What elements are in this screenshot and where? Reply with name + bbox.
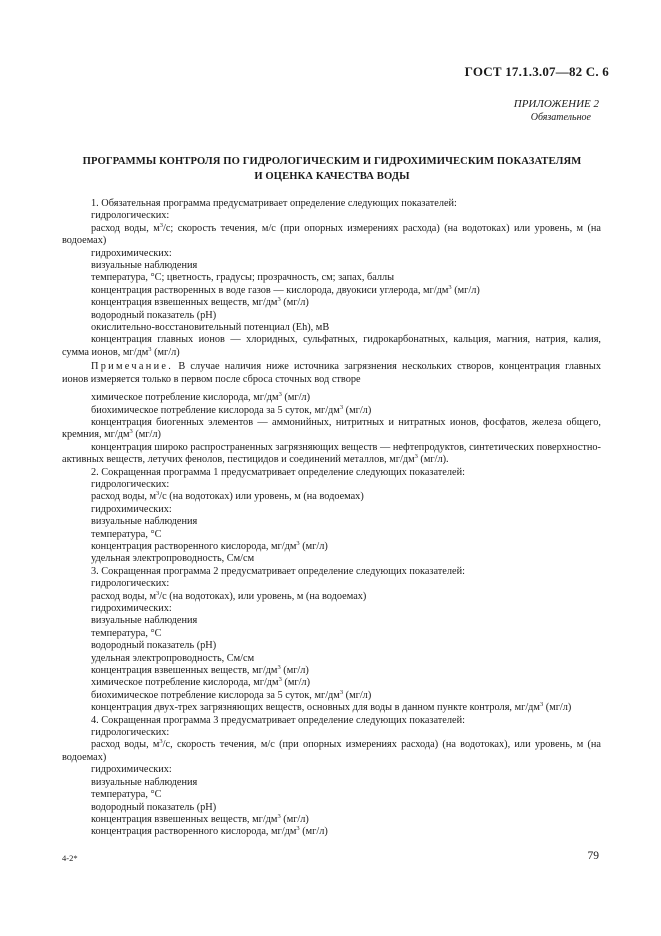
print-signature: 4-2* <box>62 853 78 863</box>
paragraph: водородный показатель (рН) <box>91 309 217 321</box>
appendix-status: Обязательное <box>530 112 591 123</box>
paragraph: температура, °С <box>91 789 162 801</box>
paragraph: 3. Сокращенная программа 2 предусматривает определение следующих показателей: <box>91 565 465 577</box>
paragraph: концентрация широко распространенных загрязняющих веществ — нефтепродуктов, синтетических поверхностно-активных веществ, летучих фенолов, пестицидов и соединений металлов, $мг/дм^3$ (мг/л). <box>62 441 601 466</box>
paragraph: гидрохимических: <box>91 503 172 515</box>
paragraph: химическое потребление кислорода, $мг/дм^3$ (мг/л) <box>91 676 310 689</box>
paragraph: гидрологических: <box>91 578 170 590</box>
paragraph: температура, °С <box>91 627 162 639</box>
paragraph: удельная электропроводность, См/см <box>91 652 255 664</box>
paragraph: гидрологических: <box>91 210 170 222</box>
paragraph: концентрация главных ионов — хлоридных, сульфатных, гидрокарбонатных, кальция, магния, натрия, калия, сумма ионов, $мг/дм^3$ (мг/л) <box>62 334 601 358</box>
paragraph: визуальные наблюдения <box>91 260 198 272</box>
paragraph: концентрация растворенных в воде газов — кислорода, двуокиси углерода, $мг/дм^3$ (мг/л) <box>91 283 480 296</box>
paragraph: химическое потребление кислорода, $мг/дм^3$ (мг/л) <box>91 391 310 404</box>
note-label: Примечание. <box>91 361 174 373</box>
document-code: ГОСТ 17.1.3.07—82 С. 6 <box>464 64 609 79</box>
paragraph: расход воды, $м^3/с$, скорость течения, м/с (при опорных измерениях расхода) (на водотоках), или уровень, м (на водоемах) <box>62 738 601 763</box>
paragraph: температура, °С; цветность, градусы; прозрачность, см; запах, баллы <box>91 272 395 284</box>
paragraph: водородный показатель (рН) <box>91 801 217 813</box>
paragraph: концентрация растворенного кислорода, $мг/дм^3$ (мг/л) <box>91 825 328 838</box>
section-title-line-2: И ОЦЕНКА КАЧЕСТВА ВОДЫ <box>254 171 410 182</box>
paragraph: 1. Обязательная программа предусматривает определение следующих показателей: <box>91 198 457 209</box>
paragraph: концентрация биогенных элементов — аммонийных, нитритных и нитратных ионов, фосфатов, железа общего, кремния, $мг/дм^3$ (мг/л) <box>62 416 601 441</box>
note-paragraph: Примечание. В случае наличия ниже источника загрязнения нескольких створов, концентрация главных ионов измеряется только в первом после сброса сточных вод створе <box>62 361 601 385</box>
paragraph: окислительно-восстановительный потенциал (Eh), мВ <box>91 322 330 334</box>
paragraph: удельная электропроводность, См/см <box>91 553 255 565</box>
paragraph: 4. Сокращенная программа 3 предусматривает определение следующих показателей: <box>91 714 465 726</box>
document-body <box>62 198 601 839</box>
paragraph: визуальные наблюдения <box>91 615 198 627</box>
paragraph: расход воды, $м^3/с$ (на водотоках), или уровень, м (на водоемах) <box>91 589 367 602</box>
paragraph: концентрация взвешенных веществ, $мг/дм^3$ (мг/л) <box>91 296 309 309</box>
paragraph: гидрохимических: <box>91 603 172 614</box>
paragraph: расход воды, $м^3/с$ (на водотоках) или уровень, м (на водоемах) <box>91 490 364 503</box>
paragraph: гидрохимических: <box>91 764 172 776</box>
paragraph: расход воды, $м^3/с$; скорость течения, м/с (при опорных измерениях расхода) (на водотоках) или уровень, м (на водоемах) <box>62 221 601 247</box>
paragraph: водородный показатель (рН) <box>91 640 217 652</box>
section-title <box>62 154 602 184</box>
paragraph: концентрация растворенного кислорода, $мг/дм^3$ (мг/л) <box>91 539 328 552</box>
paragraph: биохимическое потребление кислорода за 5 суток, $мг/дм^3$ (мг/л) <box>91 403 372 416</box>
paragraph: концентрация взвешенных веществ, $мг/дм^3$ (мг/л) <box>91 812 309 825</box>
appendix-label: ПРИЛОЖЕНИЕ 2 <box>513 98 599 110</box>
page-number: 79 <box>587 850 599 862</box>
paragraph: концентрация двух-трех загрязняющих веществ, основных для воды в данном пункте контроля, $мг/дм^3$ (мг/л) <box>91 701 572 714</box>
paragraph: концентрация взвешенных веществ, $мг/дм^3$ (мг/л) <box>91 664 309 677</box>
paragraph: биохимическое потребление кислорода за 5 суток, $мг/дм^3$ (мг/л) <box>91 688 372 701</box>
appendix-block <box>514 98 599 124</box>
paragraph: визуальные наблюдения <box>91 516 198 528</box>
paragraph: 2. Сокращенная программа 1 предусматривает определение следующих показателей: <box>91 466 465 478</box>
paragraph: гидрологических: <box>91 478 170 490</box>
paragraph: гидрологических: <box>91 727 170 739</box>
paragraph: гидрохимических: <box>91 247 172 259</box>
section-title-line-1: ПРОГРАММЫ КОНТРОЛЯ ПО ГИДРОЛОГИЧЕСКИМ И ГИДРОХИМИЧЕСКИМ ПОКАЗАТЕЛЯМ <box>82 156 582 167</box>
paragraph: температура, °С <box>91 528 162 540</box>
paragraph: визуальные наблюдения <box>91 776 198 788</box>
